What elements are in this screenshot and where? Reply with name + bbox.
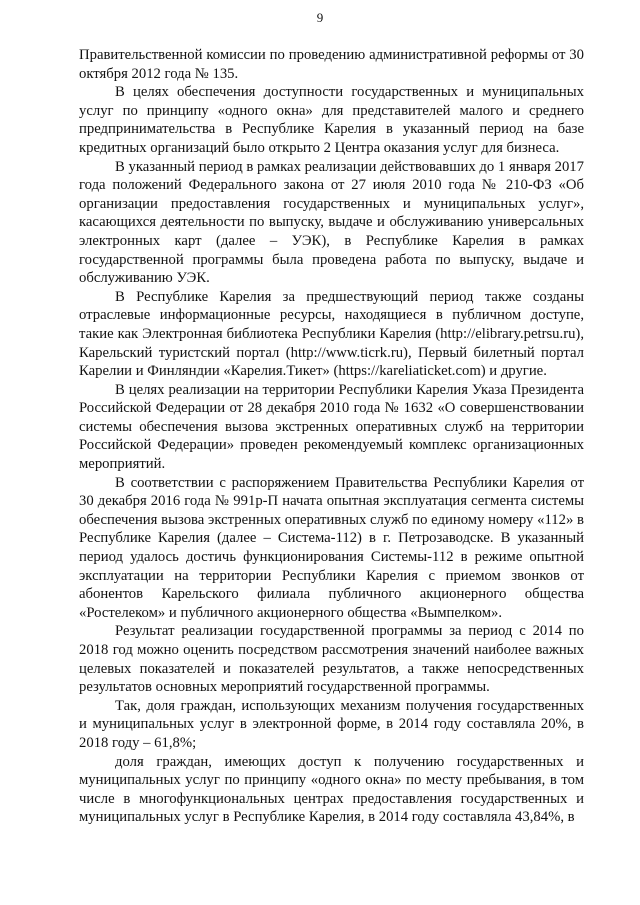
paragraph-emergency-decree: В целях реализации на территории Республики Карелия Указа Президента Российской Федерации от 28 декабря 2010 года № 1632 «О совершенствовании системы обеспечения вызова экстренных оперативных служб на территории Российской Федерации» проведен рекомендуемый комплекс организационных мероприятий. bbox=[79, 381, 584, 473]
paragraph-one-window-access-share: доля граждан, имеющих доступ к получению государственных и муниципальных услуг по принципу «одного окна» по месту пребывания, в том числе в многофункциональных центрах предоставления государственных и муниципальных услуг в Республике Карелия, в 2014 году составляла 43,84%, в bbox=[79, 753, 584, 826]
paragraph-system-112: В соответствии с распоряжением Правительства Республики Карелия от 30 декабря 2016 года № 991р-П начата опытная эксплуатация сегмента системы обеспечения вызова экстренных оперативных служб по единому номеру «112» в Республике Карелия (далее – Система-112) в г. Петрозаводске. В указанный период удалось достичь функционирования Системы-112 в режиме опытной эксплуатации на территории Республики Карелия с приемом звонков от абонентов Карельского филиала публичного акционерного общества «Ростелеком» и публичного акционерного общества «Вымпелком». bbox=[79, 474, 584, 621]
paragraph-information-resources: В Республике Карелия за предшествующий период также созданы отраслевые информационные ресурсы, находящиеся в публичном доступе, такие как Электронная библиотека Республики Карелия (http://elibrary.petrsu.ru), Карельский туристский портал (http://www.ticrk.ru), Первый билетный портал Карелии и Финляндии «Карелия.Тикет» (https://kareliaticket.com) и другие. bbox=[79, 288, 584, 380]
paragraph-one-window-business: В целях обеспечения доступности государственных и муниципальных услуг по принципу «одного окна» для представителей малого и среднего предпринимательства в Республике Карелия в указанный период на базе кредитных организаций было открыто 2 Центра оказания услуг для бизнеса. bbox=[79, 84, 584, 156]
paragraph-electronic-services-share: Так, доля граждан, использующих механизм получения государственных и муниципальных услуг в электронной форме, в 2014 году составляла 20%, в 2018 году – 61,8%; bbox=[79, 697, 584, 751]
paragraph-program-results: Результат реализации государственной программы за период с 2014 по 2018 год можно оценить посредством рассмотрения значений наиболее важных целевых показателей и показателей результатов, а также непосредственных результатов основных мероприятий государственной программы. bbox=[79, 623, 584, 696]
paragraph-uek-cards: В указанный период в рамках реализации действовавших до 1 января 2017 года положений Федерального закона от 27 июля 2010 года № 210-ФЗ «Об организации предоставления государственных и муниципальных услуг», касающихся деятельности по выпуску, выдаче и обслуживанию универсальных электронных карт (далее – УЭК), в Республике Карелия в рамках государственной программы была проведена работа по выпуску, выдаче и обслуживанию УЭК. bbox=[79, 158, 584, 287]
page-number: 9 bbox=[316, 10, 324, 25]
paragraph-continuation: Правительственной комиссии по проведению административной реформы от 30 октября 2012 года № 135. bbox=[79, 47, 584, 82]
document-body bbox=[79, 46, 584, 827]
